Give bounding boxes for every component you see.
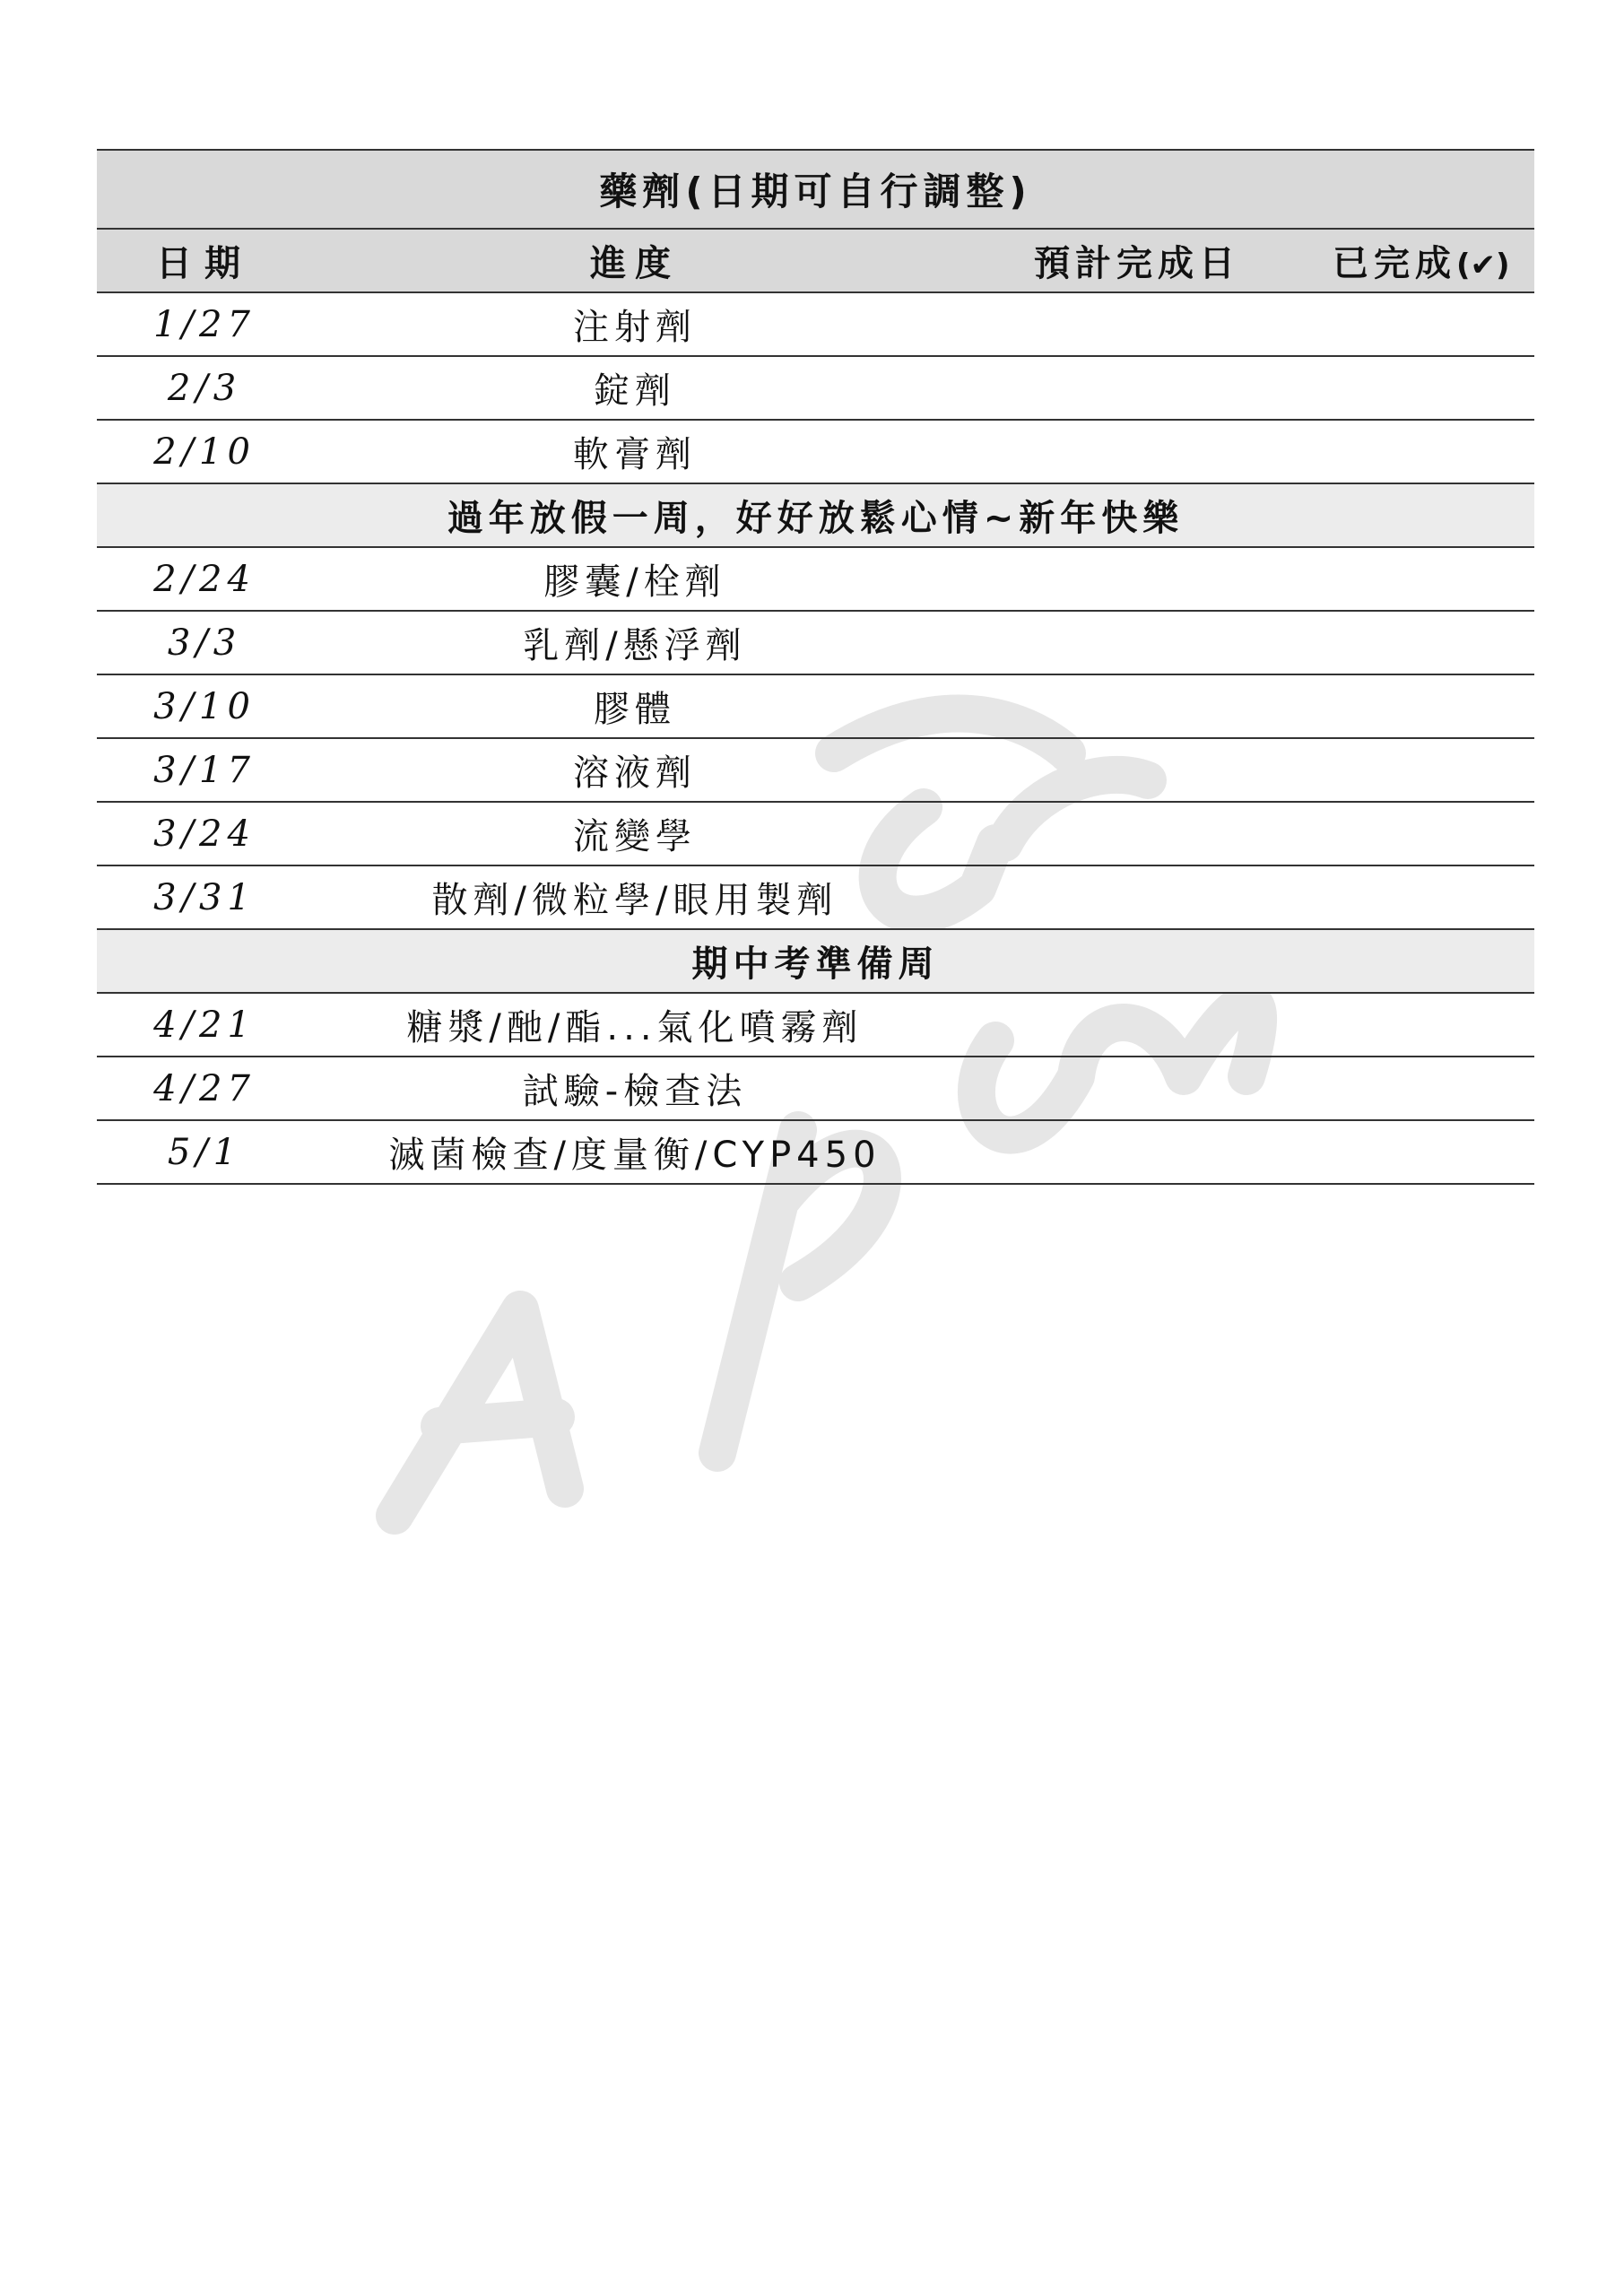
- due-date-cell[interactable]: [958, 1057, 1316, 1120]
- table-row: [97, 993, 1534, 1057]
- table-title-row: [97, 150, 1534, 229]
- date-cell: 1/27: [97, 292, 312, 356]
- banner-text: 期中考準備周: [97, 929, 1534, 993]
- due-date-cell[interactable]: [958, 356, 1316, 420]
- date-cell: 2/24: [97, 547, 312, 611]
- done-cell[interactable]: [1316, 674, 1534, 738]
- column-header-progress: 進度: [312, 229, 958, 292]
- done-cell[interactable]: [1316, 1057, 1534, 1120]
- table-row: [97, 674, 1534, 738]
- progress-cell: 試驗-檢查法: [312, 1057, 958, 1120]
- due-date-cell[interactable]: [958, 420, 1316, 483]
- progress-cell: 膠囊/栓劑: [312, 547, 958, 611]
- column-header-done: [1316, 229, 1534, 292]
- column-header-date: 日期: [97, 229, 312, 292]
- table-row: [97, 738, 1534, 802]
- done-cell[interactable]: [1316, 738, 1534, 802]
- date-cell: 2/3: [97, 356, 312, 420]
- banner-text: 過年放假一周，好好放鬆心情~新年快樂: [97, 483, 1534, 547]
- table-row: [97, 420, 1534, 483]
- due-date-cell[interactable]: [958, 547, 1316, 611]
- column-header-due-date: 預計完成日: [958, 229, 1316, 292]
- done-cell[interactable]: [1316, 356, 1534, 420]
- progress-cell: 滅菌檢查/度量衡/CYP450: [312, 1120, 958, 1184]
- done-cell[interactable]: [1316, 1120, 1534, 1184]
- progress-cell: 散劑/微粒學/眼用製劑: [312, 865, 958, 929]
- done-cell[interactable]: [1316, 993, 1534, 1057]
- progress-cell: 注射劑: [312, 292, 958, 356]
- date-cell: 2/10: [97, 420, 312, 483]
- date-cell: 3/17: [97, 738, 312, 802]
- date-cell: 3/31: [97, 865, 312, 929]
- table-title: 藥劑(日期可自行調整): [97, 150, 1534, 229]
- progress-cell: 流變學: [312, 802, 958, 865]
- date-cell: 3/3: [97, 611, 312, 674]
- table-header-row: [97, 229, 1534, 292]
- table-row: [97, 611, 1534, 674]
- check-mark-icon: (✔): [1456, 248, 1510, 283]
- table-row: [97, 802, 1534, 865]
- table-row: [97, 547, 1534, 611]
- table-row: [97, 356, 1534, 420]
- done-cell[interactable]: [1316, 420, 1534, 483]
- date-cell: 5/1: [97, 1120, 312, 1184]
- done-cell[interactable]: [1316, 292, 1534, 356]
- progress-cell: 乳劑/懸浮劑: [312, 611, 958, 674]
- due-date-cell[interactable]: [958, 802, 1316, 865]
- due-date-cell[interactable]: [958, 993, 1316, 1057]
- due-date-cell[interactable]: [958, 738, 1316, 802]
- due-date-cell[interactable]: [958, 611, 1316, 674]
- table-row: [97, 865, 1534, 929]
- progress-cell: 溶液劑: [312, 738, 958, 802]
- progress-cell: 膠體: [312, 674, 958, 738]
- due-date-cell[interactable]: [958, 1120, 1316, 1184]
- done-cell[interactable]: [1316, 865, 1534, 929]
- done-cell[interactable]: [1316, 611, 1534, 674]
- due-date-cell[interactable]: [958, 292, 1316, 356]
- banner-row: [97, 929, 1534, 993]
- due-date-cell[interactable]: [958, 674, 1316, 738]
- table-body: [97, 292, 1534, 1184]
- table-row: [97, 1057, 1534, 1120]
- done-cell[interactable]: [1316, 802, 1534, 865]
- due-date-cell[interactable]: [958, 865, 1316, 929]
- done-label: 已完成: [1333, 243, 1456, 284]
- course-plan-table: [97, 149, 1534, 1185]
- date-cell: 4/21: [97, 993, 312, 1057]
- progress-cell: 軟膏劑: [312, 420, 958, 483]
- progress-cell: 錠劑: [312, 356, 958, 420]
- date-cell: 4/27: [97, 1057, 312, 1120]
- table-row: [97, 292, 1534, 356]
- date-cell: 3/10: [97, 674, 312, 738]
- progress-cell: 糖漿/酏/酯...氣化噴霧劑: [312, 993, 958, 1057]
- table-row: [97, 1120, 1534, 1184]
- done-cell[interactable]: [1316, 547, 1534, 611]
- banner-row: [97, 483, 1534, 547]
- date-cell: 3/24: [97, 802, 312, 865]
